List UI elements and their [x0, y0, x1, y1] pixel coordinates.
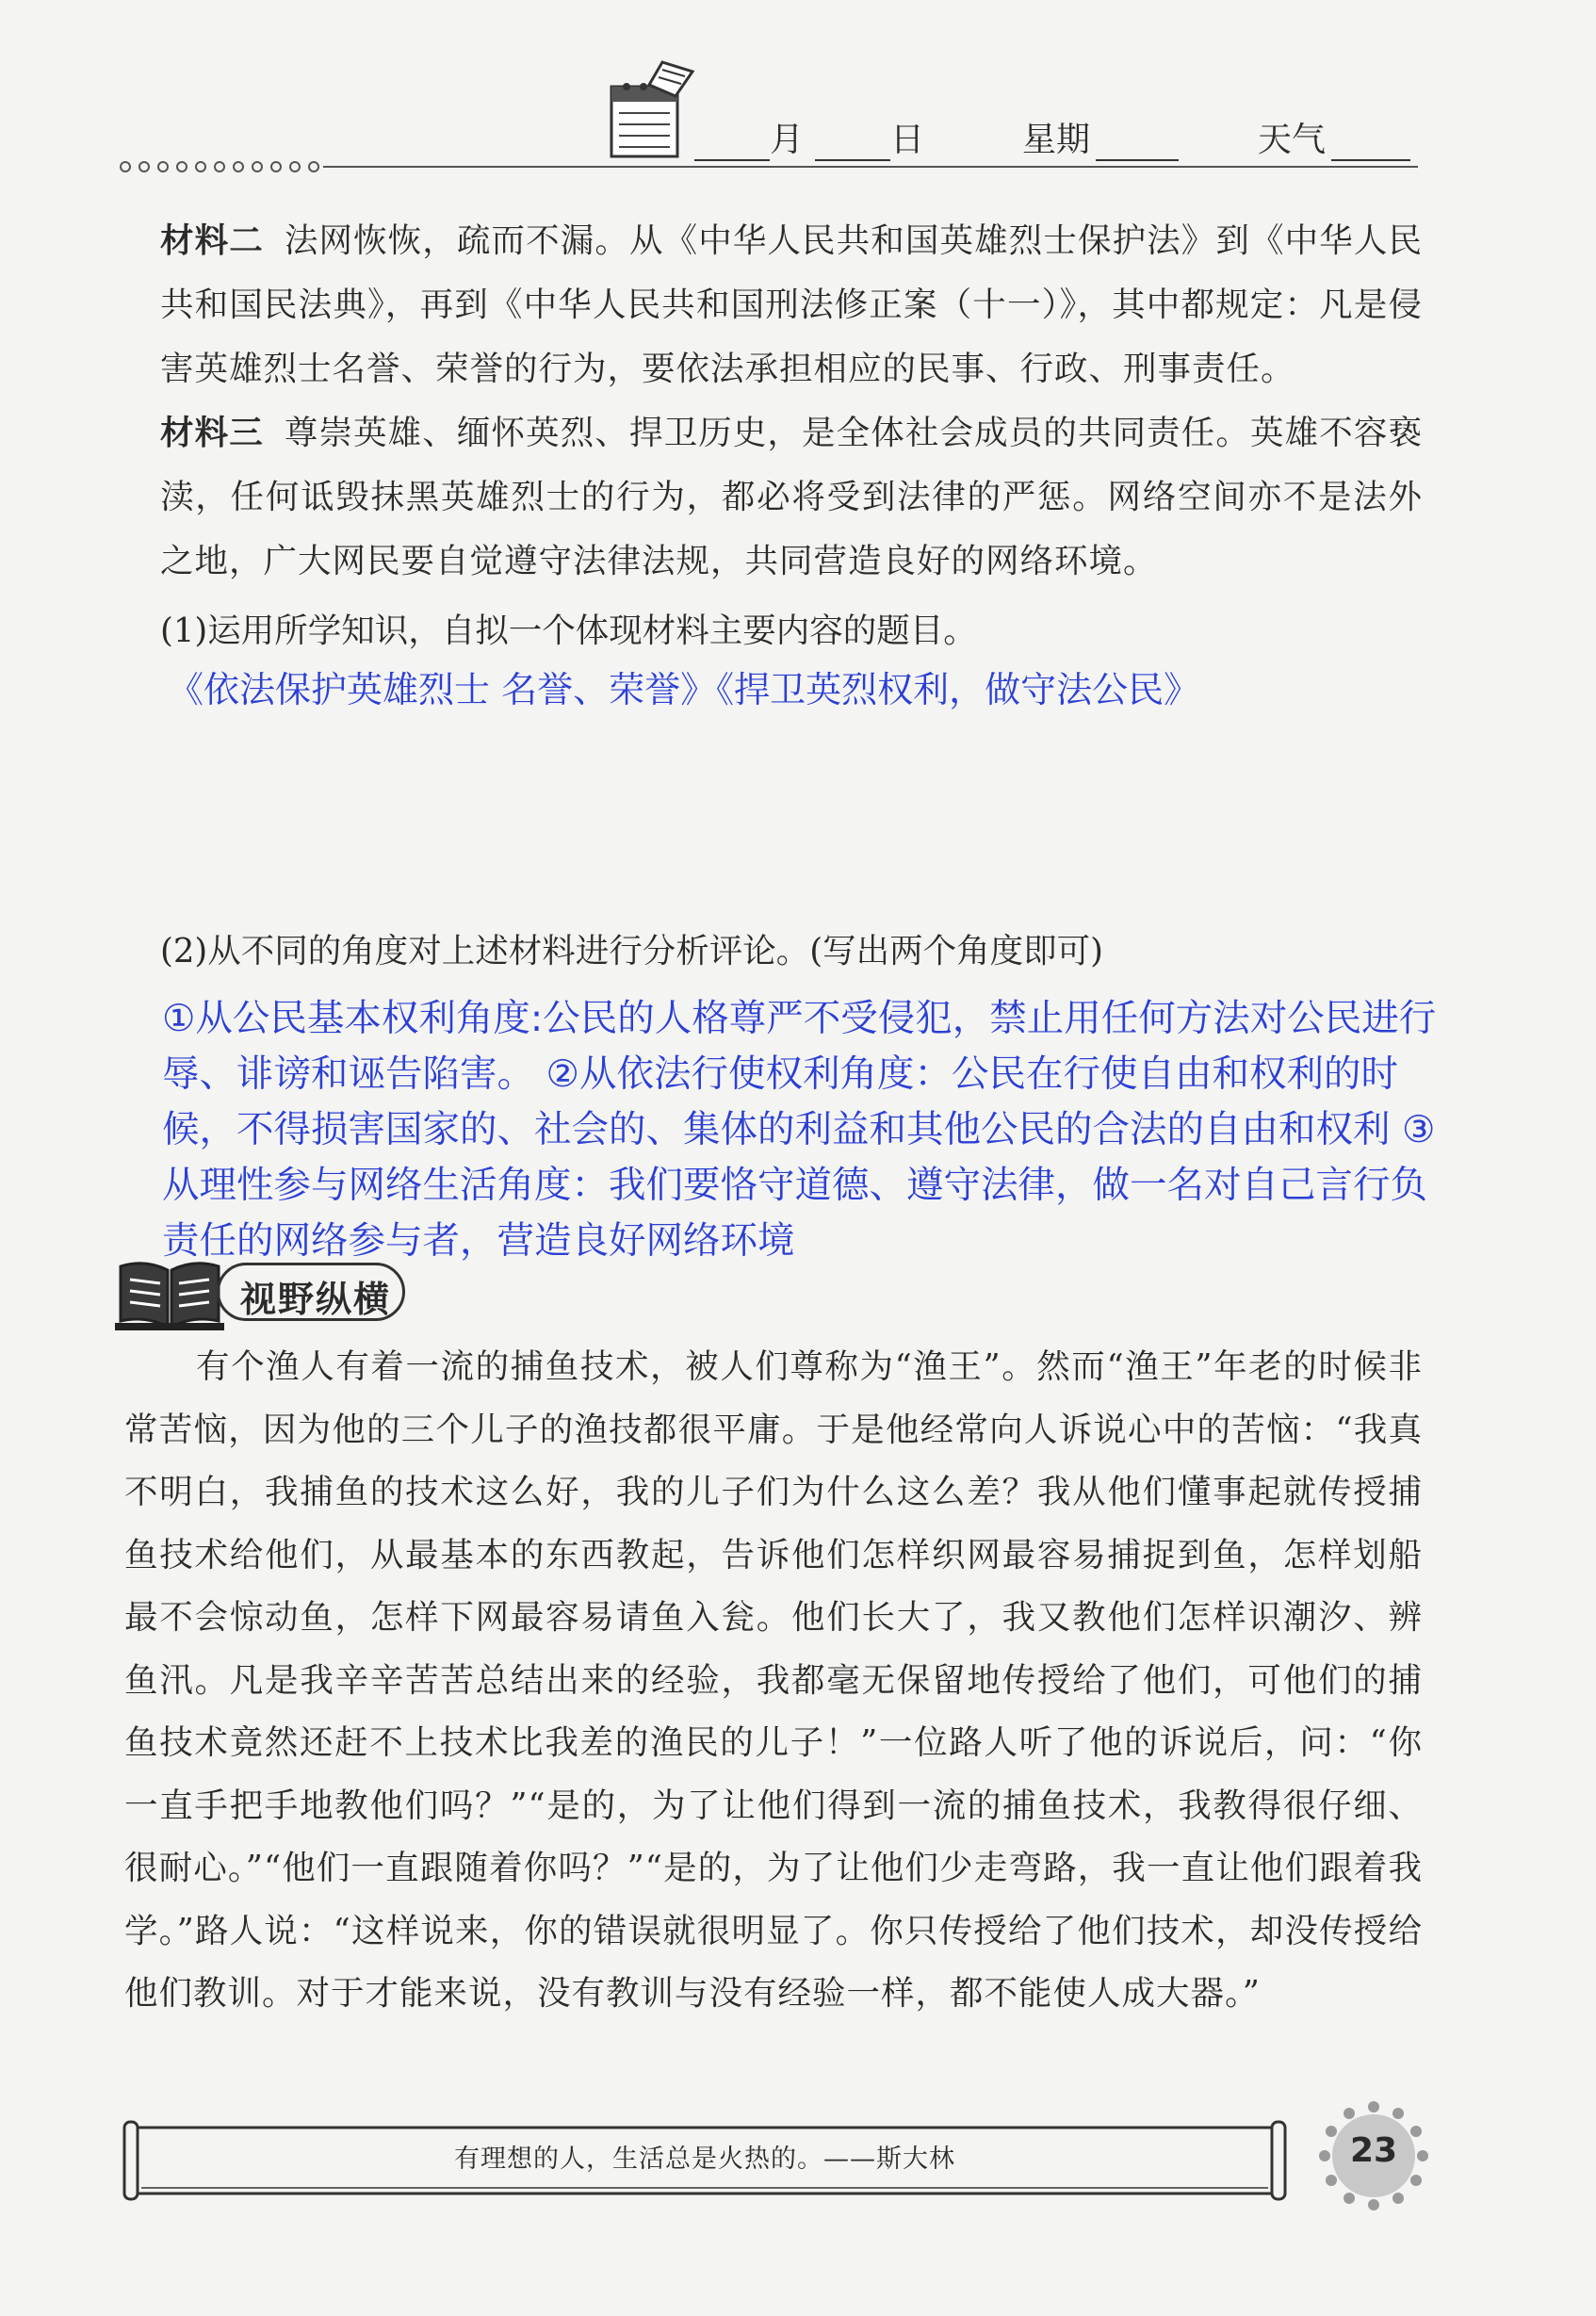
weekday-label: 星期 [1022, 121, 1091, 159]
material-two-label: 材料二 [160, 221, 264, 260]
section-header [113, 1251, 415, 1334]
page-number: 23 [1349, 2131, 1398, 2170]
answer-2: ①从公民基本权利角度:公民的人格尊严不受侵犯，禁止用任何方法对公民进行辱、诽谤和诬告陷害。 ②从依法行使权利角度：公民在行使自由和权利的时候，不得损害国家的、社会的、集体的利益和其他公民的合法的自由和权利 ③从理性参与网络生活角度：我们要恪守道德、遵守法律，做一名对自己言行负责任的网络参与者，营造良好网络环境 [162, 997, 1437, 1263]
weather-blank[interactable] [1331, 122, 1410, 161]
story-text: 有个渔人有着一流的捕鱼技术，被人们尊称为“渔王”。然而“渔王”年老的时候非常苦恼，因为他的三个儿子的渔技都很平庸。于是他经常向人诉说心中的苦恼：“我真不明白，我捕鱼的技术这么好，我的儿子们为什么这么差？我从他们懂事起就传授捕鱼技术给他们，从最基本的东西教起，告诉他们怎样织网最容易捕捉到鱼，怎样划船最不会惊动鱼，怎样下网最容易请鱼入瓮。他们长大了，我又教他们怎样识潮汐、辨鱼汛。凡是我辛辛苦苦总结出来的经验，我都毫无保留地传授给了他们，可他们的捕鱼技术竟然还赶不上技术比我差的渔民的儿子！”一位路人听了他的诉说后，问：“你一直手把手地教他们吗？”“是的，为了让他们得到一流的捕鱼技术，我教得很仔细、很耐心。”“他们一直跟随着你吗？”“是的，为了让他们少走弯路，我一直让他们跟着我学。”路人说：“这样说来，你的错误就很明显了。你只传授给了他们技术，却没传授给他们教训。对于才能来说，没有教训与没有经验一样，都不能使人成大器。” [124, 1347, 1423, 2013]
open-book-icon [113, 1251, 226, 1334]
material-two [160, 209, 1423, 401]
day-field [815, 113, 924, 161]
weather-field [1258, 113, 1410, 161]
material-three-label: 材料三 [160, 414, 264, 452]
answer-1: 《依法保护英雄烈士 名誉、荣誉》《捍卫英烈权利，做守法公民》 [168, 669, 1200, 710]
material-two-text: 法网恢恢，疏而不漏。从《中华人民共和国英雄烈士保护法》到《中华人民共和国民法典》，再到《中华人民共和国刑法修正案（十一）》，其中都规定：凡是侵害英雄烈士名誉、荣誉的行为，要依法承担相应的民事、行政、刑事责任。 [160, 221, 1423, 388]
page-header [118, 38, 1418, 179]
question-2: (2)从不同的角度对上述材料进行分析评论。(写出两个角度即可) [160, 932, 1103, 970]
weekday-blank[interactable] [1096, 122, 1179, 161]
weather-label: 天气 [1258, 121, 1327, 159]
question-1: (1)运用所学知识，自拟一个体现材料主要内容的题目。 [160, 612, 977, 650]
material-three [160, 401, 1423, 594]
month-label: 月 [770, 121, 805, 159]
day-label: 日 [890, 121, 925, 159]
month-field [694, 113, 804, 161]
calendar-icon [606, 58, 696, 162]
footer-quote: 有理想的人，生活总是火热的。——斯大林 [454, 2145, 955, 2174]
month-blank[interactable] [694, 122, 770, 161]
section-title: 视野纵横 [240, 1279, 392, 1320]
day-blank[interactable] [815, 122, 890, 161]
dotted-divider [118, 160, 1418, 173]
material-three-text: 尊崇英雄、缅怀英烈、捍卫历史，是全体社会成员的共同责任。英雄不容亵渎，任何诋毁抹黑英雄烈士的行为，都必将受到法律的严惩。网络空间亦不是法外之地，广大网民要自觉遵守法律法规，共同营造良好的网络环境。 [160, 414, 1423, 580]
weekday-field [1022, 113, 1179, 161]
